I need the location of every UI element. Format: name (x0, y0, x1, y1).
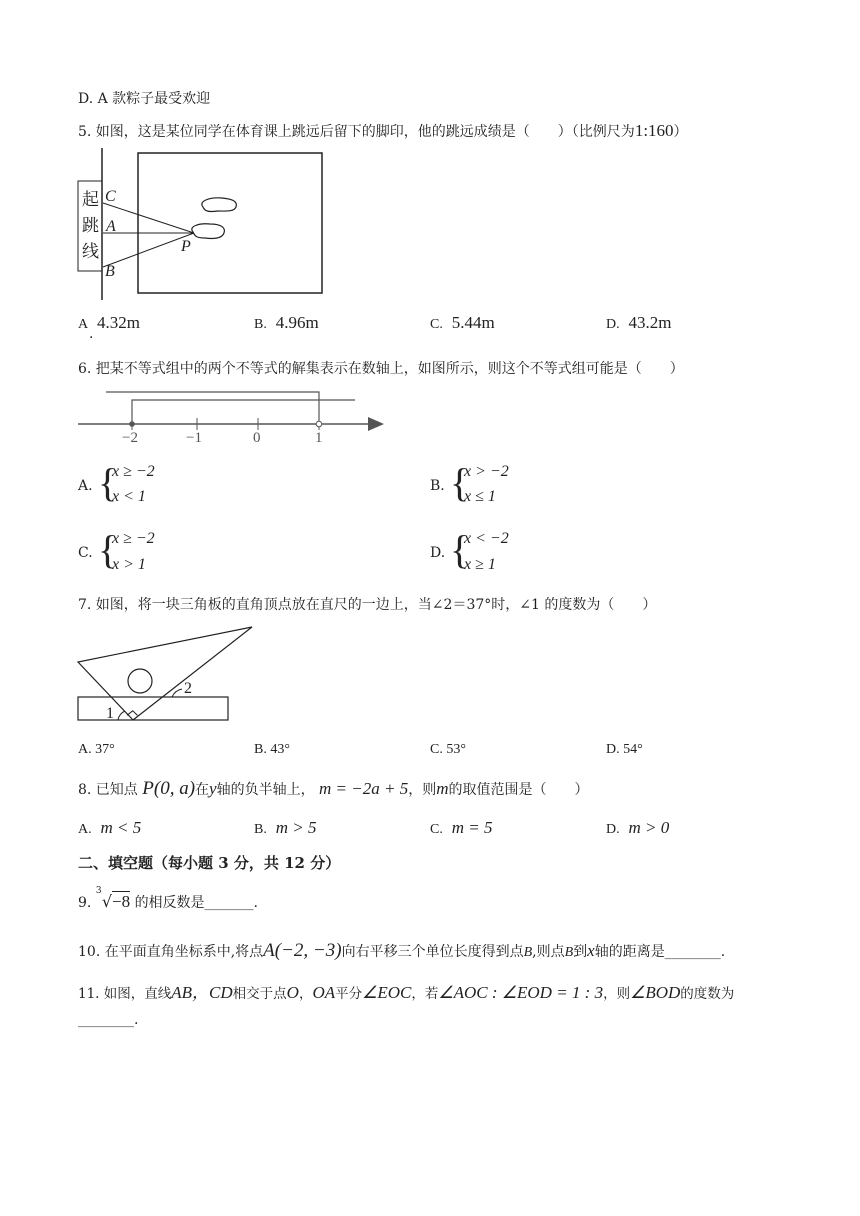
solid-dot-neg2 (129, 421, 135, 427)
segment-cp (103, 203, 194, 233)
point-c-label: C (105, 188, 116, 205)
q6-option-b-brace: { (450, 460, 470, 505)
q8-option-d-label: D. (606, 822, 620, 837)
set-square-hole (128, 669, 152, 693)
q11-answer-blank: ________. (78, 1012, 139, 1028)
q5-figure (70, 145, 330, 305)
q8-option-c-label: C. (430, 822, 443, 837)
q9-text: 的相反数是_______. (134, 895, 259, 911)
q11-ratio: ∠AOC : ∠EOD = 1 : 3 (438, 983, 604, 1002)
q8-point: P(0, a) (142, 778, 196, 799)
q10-text-d: 到 (573, 944, 588, 960)
q7-option-a-label: A. (78, 742, 92, 757)
q8-expression: m = −2a + 5 (319, 779, 409, 798)
q9-root-index: 3 (95, 886, 102, 896)
section-2-title: 二、填空题（每小题 3 分，共 12 分） (78, 854, 341, 872)
q6-option-b-label: B. (430, 478, 445, 494)
q5-option-b-value: 4.96m (275, 313, 319, 332)
q8-option-b[interactable] (254, 818, 317, 838)
q11-ab-cd: AB，CD (171, 983, 233, 1002)
q11-text-e: ，若 (411, 986, 439, 1002)
q4-option-d: D. A 款粽子最受欢迎 (78, 91, 211, 107)
q11-text-f: ，则 (603, 986, 631, 1002)
point-p-label: P (181, 238, 191, 255)
ruler (78, 697, 228, 720)
q8-option-c-value: m = 5 (451, 818, 493, 837)
q8-option-a-value: m < 5 (100, 818, 142, 837)
q5-option-b[interactable] (254, 313, 319, 333)
q6-option-a-label: A. (78, 478, 93, 494)
q6-option-d-brace: { (450, 527, 470, 572)
q8-option-b-value: m > 5 (275, 818, 317, 837)
q8-option-a-label: A. (78, 822, 92, 837)
q7-option-a[interactable] (78, 742, 115, 758)
axis-arrow (368, 417, 384, 431)
q8-stem-a: 8. 已知点 (78, 782, 138, 798)
q6-option-a-brace: { (98, 460, 118, 505)
footprint-2 (192, 224, 225, 239)
angle-1-label: 1 (106, 705, 114, 722)
q8-stem-c: 轴的负半轴上， (216, 782, 315, 798)
q7-option-a-value: 37° (95, 742, 115, 757)
q11-text-d: 平分 (335, 986, 363, 1002)
q5-option-b-label: B. (254, 317, 267, 332)
tick-label-0: 0 (253, 430, 261, 446)
solution-ray-x-ge-neg2 (132, 400, 355, 424)
q9-radical-sign: √ (101, 892, 113, 911)
q7-option-c-label: C. (430, 742, 443, 757)
q10-text-e: 轴的距离是________. (594, 944, 726, 960)
q10-b2: B (564, 945, 574, 960)
q8-option-b-label: B. (254, 822, 267, 837)
q7-option-b-value: 43° (270, 742, 290, 757)
q9-cube-root (95, 886, 131, 912)
q5-stem-text: 5. 如图，这是某位同学在体育课上跳远后留下的脚印，他的跳远成绩是（ ）（比例尺为 (78, 124, 635, 140)
sand-pit (138, 153, 322, 293)
q11-text-g: 的度数为 (680, 986, 735, 1002)
q7-option-c-value: 53° (446, 742, 466, 757)
q11-text-c: ， (298, 986, 313, 1002)
q8-option-d-value: m > 0 (628, 818, 670, 837)
tick-label-neg1: −1 (186, 430, 202, 446)
q9-radicand: −8 (112, 892, 131, 911)
q8-option-d[interactable] (606, 818, 669, 838)
q11 (78, 978, 734, 1003)
q10-text-a: 10. 在平面直角坐标系中,将点 (78, 944, 264, 960)
q6-option-a-line2: x < 1 (112, 488, 146, 505)
takeoff-char-1: 起 (82, 190, 99, 209)
q10-text-c: ,则点 (532, 944, 565, 960)
q11-eoc: ∠EOC (362, 983, 412, 1002)
q5-stem-end: ） (673, 124, 688, 140)
q7-option-d[interactable] (606, 742, 643, 758)
footprint-1 (202, 198, 237, 212)
q5-stem (78, 121, 688, 141)
q6-option-a-line1: x ≥ −2 (112, 463, 155, 480)
q5-scale: 1:160 (634, 121, 674, 140)
point-a-label: A (106, 218, 116, 235)
q10-b1: B (523, 945, 533, 960)
q5-option-d[interactable] (606, 313, 672, 333)
q5-option-d-label: D. (606, 317, 620, 332)
q6-option-d-line1: x < −2 (464, 530, 509, 547)
q11-oa: OA (312, 983, 336, 1002)
q8-option-c[interactable] (430, 818, 493, 838)
q6-option-d-line2: x ≥ 1 (464, 556, 496, 573)
angle-2-label: 2 (184, 680, 192, 697)
q6-option-b-line1: x > −2 (464, 463, 509, 480)
q9 (78, 886, 259, 912)
tick-label-neg2: −2 (122, 430, 138, 446)
takeoff-char-3: 线 (82, 242, 99, 261)
solution-ray-x-le-1 (106, 392, 319, 424)
q5-option-c-label: C. (430, 317, 443, 332)
open-dot-1 (316, 421, 322, 427)
q10-point-a: A(−2, −3) (263, 940, 342, 961)
q11-text-a: 11. 如图，直线 (78, 986, 172, 1002)
q8-stem (78, 778, 589, 800)
q7-figure (72, 622, 262, 726)
q8-y-var: y (209, 779, 217, 798)
q7-stem: 7. 如图，将一块三角板的直角顶点放在直尺的一边上，当∠2＝37°时，∠1 的度数为（ ） (78, 597, 657, 613)
q5-option-a-value: 4.32m (97, 313, 141, 332)
q6-option-c-label: C. (78, 545, 93, 561)
q6-option-c-line2: x > 1 (112, 556, 146, 573)
point-b-label: B (105, 263, 115, 280)
q8-m-var: m (436, 779, 449, 798)
q10-text-b: 向右平移三个单位长度得到点 (341, 944, 524, 960)
q6-option-c-line1: x ≥ −2 (112, 530, 155, 547)
q7-option-b-label: B. (254, 742, 267, 757)
q11-bod: ∠BOD (630, 983, 681, 1002)
q7-option-b[interactable] (254, 742, 290, 758)
q7-option-c[interactable] (430, 742, 466, 758)
q10-x-var: x (587, 941, 595, 960)
angle-2-arc (172, 689, 182, 697)
q5-option-a-dot: . (89, 326, 94, 342)
q7-option-d-label: D. (606, 742, 620, 757)
q8-stem-b: 在 (195, 782, 210, 798)
q5-option-a-label: A (78, 317, 89, 332)
q11-o: O (286, 983, 299, 1002)
q7-option-d-value: 54° (623, 742, 643, 757)
tick-label-1: 1 (315, 430, 323, 446)
q11-text-b: 相交于点 (232, 986, 287, 1002)
q5-option-c-value: 5.44m (451, 313, 495, 332)
q10 (78, 940, 725, 962)
q8-stem-e: 的取值范围是（ ） (448, 782, 589, 798)
q6-stem: 6. 把某不等式组中的两个不等式的解集表示在数轴上，如图所示，则这个不等式组可能是（ ） (78, 361, 684, 377)
q6-number-line (72, 384, 392, 446)
q5-option-d-value: 43.2m (628, 313, 672, 332)
set-square (78, 627, 252, 720)
q6-option-c-brace: { (98, 527, 118, 572)
q8-option-a[interactable] (78, 818, 141, 838)
takeoff-char-2: 跳 (82, 216, 99, 235)
q5-option-a[interactable] (78, 313, 140, 333)
q6-option-d-label: D. (430, 545, 446, 561)
q9-number: 9. (78, 895, 92, 911)
q6-option-b-line2: x ≤ 1 (464, 488, 496, 505)
angle-1-arc (118, 711, 125, 720)
q8-stem-d: ，则 (408, 782, 437, 798)
q5-option-c[interactable] (430, 313, 495, 333)
